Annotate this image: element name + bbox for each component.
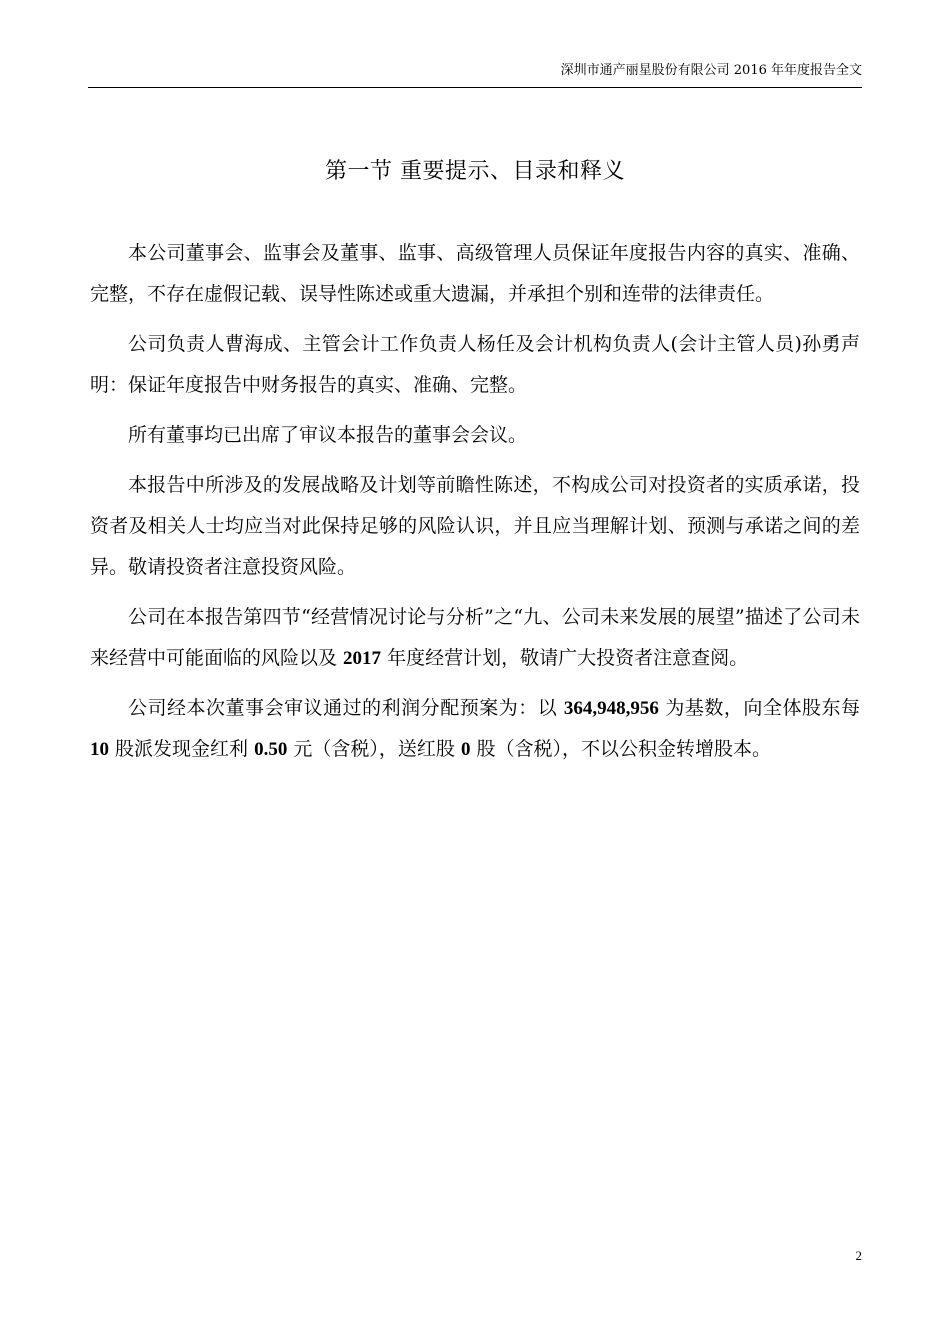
paragraph-financial-report-declaration: 公司负责人曹海成、主管会计工作负责人杨任及会计机构负责人(会计主管人员)孙勇声明：保证年度报告中财务报告的真实、准确、完整。 — [90, 333, 860, 396]
distribution-text-2: 为基数，向全体股东每 — [658, 697, 860, 719]
bonus-share-count: 0 — [460, 739, 471, 760]
paragraph-risk-outlook — [90, 597, 860, 679]
distribution-text-3: 股派发现金红利 — [109, 738, 255, 760]
section-title: 第一节 重要提示、目录和释义 — [325, 159, 625, 184]
distribution-text-1: 公司经本次董事会审议通过的利润分配预案为：以 — [128, 697, 564, 719]
paragraph-forward-looking-statement: 本报告中所涉及的发展战略及计划等前瞻性陈述，不构成公司对投资者的实质承诺，投资者及相关人士均应当对此保持足够的风险认识，并且应当理解计划、预测与承诺之间的差异。敬请投资者注意投资风险。 — [90, 474, 860, 578]
paragraph-board-attendance: 所有董事均已出席了审议本报告的董事会会议。 — [128, 424, 528, 446]
paragraph-profit-distribution — [90, 688, 860, 770]
per-share-unit: 10 — [90, 739, 109, 760]
base-share-count: 364,948,956 — [563, 698, 659, 719]
risk-outlook-text-1: 公司在本报告第四节“经营情况讨论与分析”之“九、公司未来发展的展望”描述了公司未来经营中可能面临的风险以及 — [90, 606, 860, 669]
risk-outlook-text-2: 年度经营计划，敬请广大投资者注意查阅。 — [381, 647, 749, 669]
running-header — [88, 62, 862, 88]
paragraph-responsibility-statement: 本公司董事会、监事会及董事、监事、高级管理人员保证年度报告内容的真实、准确、完整，不存在虚假记载、误导性陈述或重大遗漏，并承担个别和连带的法律责任。 — [90, 242, 860, 305]
distribution-text-4: 元（含税），送红股 — [287, 738, 461, 760]
cash-dividend-amount: 0.50 — [254, 739, 288, 760]
page-number: 2 — [855, 1248, 862, 1263]
body-text — [90, 233, 860, 779]
running-header-title: 深圳市通产丽星股份有限公司 2016 年年度报告全文 — [560, 63, 862, 78]
distribution-text-5: 股（含税），不以公积金转增股本。 — [470, 738, 771, 760]
plan-year: 2017 — [343, 648, 382, 669]
